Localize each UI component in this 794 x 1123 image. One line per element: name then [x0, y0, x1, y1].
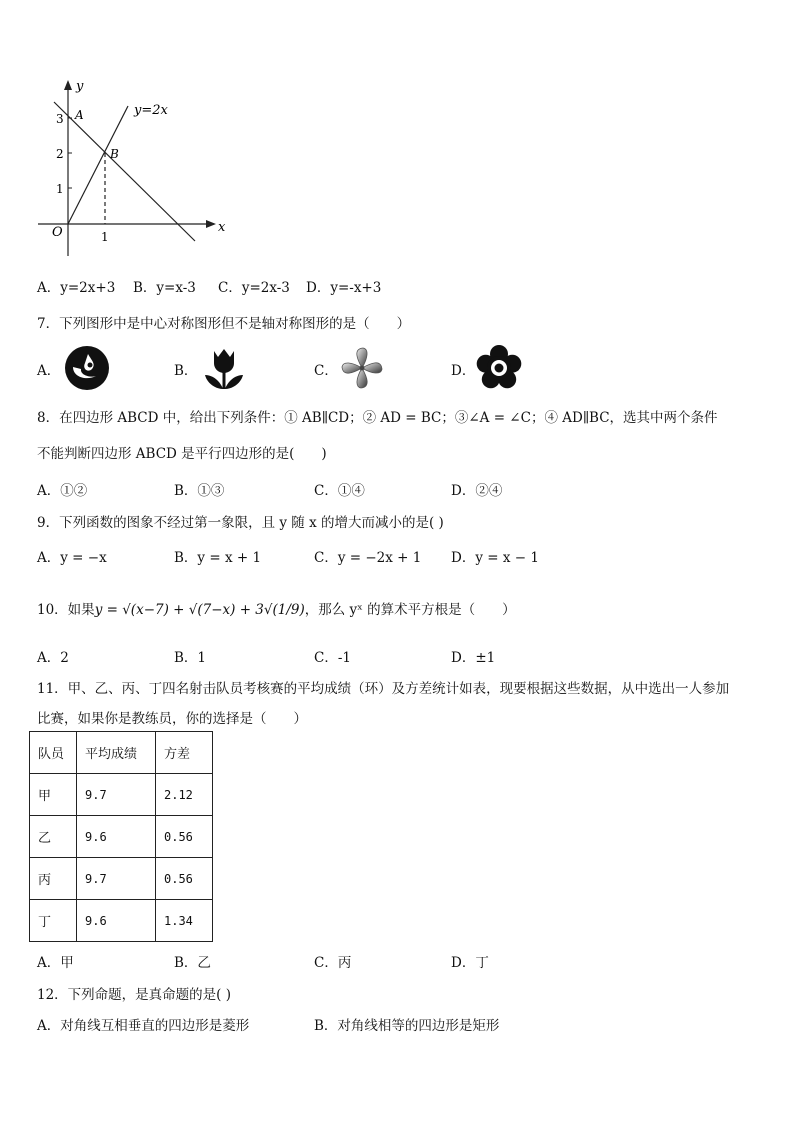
- q8-option-c[interactable]: C．①④: [314, 483, 365, 499]
- q11-stem-line1: 11．甲、乙、丙、丁四名射击队员考核赛的平均成绩（环）及方差统计如表，现要根据这些数据，从中选出一人参加: [37, 681, 730, 697]
- q9-option-b[interactable]: B．y = x + 1: [174, 550, 262, 566]
- q7-option-a-label[interactable]: A．: [37, 363, 61, 379]
- cell-player: 乙: [30, 816, 77, 858]
- header-player: 队员: [30, 732, 77, 774]
- origin-label: O: [52, 225, 63, 240]
- x-axis-arrow: [206, 220, 216, 228]
- q7-option-b-label[interactable]: B．: [174, 363, 198, 379]
- point-b-label: B: [110, 147, 119, 161]
- q8-option-a[interactable]: A．①②: [37, 483, 88, 499]
- cell-average: 9.7: [77, 858, 156, 900]
- tulip-icon: [201, 345, 247, 391]
- y-axis-label: y: [76, 79, 84, 94]
- cell-average: 9.6: [77, 900, 156, 942]
- q10-option-a[interactable]: A．2: [37, 650, 69, 666]
- scores-table: [29, 731, 213, 942]
- q12-stem: 12．下列命题，是真命题的是( ): [37, 987, 232, 1003]
- flower-ring-icon: [476, 345, 522, 391]
- y-axis-arrow: [64, 80, 72, 90]
- q6-option-b[interactable]: B．y=x-3: [133, 280, 196, 296]
- q9-option-d[interactable]: D．y = x − 1: [451, 550, 539, 566]
- q9-option-c[interactable]: C．y = −2x + 1: [314, 550, 422, 566]
- cell-player: 丁: [30, 900, 77, 942]
- q11-option-a[interactable]: A．甲: [37, 955, 74, 971]
- q6-option-d[interactable]: D．y=-x+3: [306, 280, 382, 296]
- coordinate-graph: [30, 70, 240, 260]
- q7-option-d-label[interactable]: D．: [451, 363, 476, 379]
- q10-formula: y = √(x−7) + √(7−x) + 3√(1/9): [94, 602, 305, 618]
- cell-average: 9.7: [77, 774, 156, 816]
- line-label: y=2x: [134, 103, 168, 118]
- header-variance: 方差: [156, 732, 213, 774]
- q8-option-b[interactable]: B．①③: [174, 483, 225, 499]
- q7-option-c-label[interactable]: C．: [314, 363, 338, 379]
- q11-option-d[interactable]: D．丁: [451, 955, 489, 971]
- cell-player: 丙: [30, 858, 77, 900]
- table-row: [30, 900, 213, 942]
- table-row: [30, 774, 213, 816]
- table-row: [30, 816, 213, 858]
- cell-variance: 0.56: [156, 816, 213, 858]
- line-y-2x: [68, 106, 128, 224]
- point-a-label: A: [75, 108, 84, 122]
- q6-option-a[interactable]: A．y=2x+3: [37, 280, 116, 296]
- q6-option-c[interactable]: C．y=2x-3: [218, 280, 290, 296]
- q11-stem-line2: 比赛，如果你是教练员，你的选择是（ ）: [37, 711, 307, 727]
- q8-stem-line1: 8．在四边形 ABCD 中，给出下列条件：① AB∥CD；② AD = BC；③∠A = ∠C；④ AD∥BC，选其中两个条件: [37, 410, 718, 426]
- q10-stem: [37, 598, 516, 618]
- cell-variance: 1.34: [156, 900, 213, 942]
- x-axis-label: x: [218, 220, 226, 235]
- q10-option-d[interactable]: D．±1: [451, 650, 496, 666]
- q12-option-b[interactable]: B．对角线相等的四边形是矩形: [314, 1018, 500, 1034]
- q7-stem: 7．下列图形中是中心对称图形但不是轴对称图形的是（ ）: [37, 316, 411, 332]
- tick-x1: 1: [101, 230, 109, 244]
- water-drop-circle-icon: [64, 345, 110, 391]
- q10-option-b[interactable]: B．1: [174, 650, 207, 666]
- cell-player: 甲: [30, 774, 77, 816]
- q10-prefix: 10．如果: [37, 602, 95, 618]
- line-decreasing: [54, 102, 195, 241]
- q8-stem-line2: 不能判断四边形 ABCD 是平行四边形的是( ): [37, 446, 327, 462]
- q9-option-a[interactable]: A．y = −x: [37, 550, 107, 566]
- pinwheel-icon: [339, 345, 385, 391]
- q10-option-c[interactable]: C．-1: [314, 650, 351, 666]
- table-row: [30, 858, 213, 900]
- q9-stem: 9．下列函数的图象不经过第一象限，且 y 随 x 的增大而减小的是( ): [37, 515, 444, 531]
- cell-variance: 2.12: [156, 774, 213, 816]
- q8-option-d[interactable]: D．②④: [451, 483, 503, 499]
- cell-average: 9.6: [77, 816, 156, 858]
- table-header-row: [30, 732, 213, 774]
- header-average: 平均成绩: [77, 732, 156, 774]
- cell-variance: 0.56: [156, 858, 213, 900]
- tick-y1: 1: [56, 182, 64, 196]
- q12-option-a[interactable]: A．对角线互相垂直的四边形是菱形: [37, 1018, 250, 1034]
- tick-y3: 3: [56, 112, 64, 126]
- tick-y2: 2: [56, 147, 64, 161]
- q11-option-b[interactable]: B．乙: [174, 955, 211, 971]
- q11-option-c[interactable]: C．丙: [314, 955, 352, 971]
- q10-suffix: ，那么 yˣ 的算术平方根是（ ）: [304, 602, 516, 618]
